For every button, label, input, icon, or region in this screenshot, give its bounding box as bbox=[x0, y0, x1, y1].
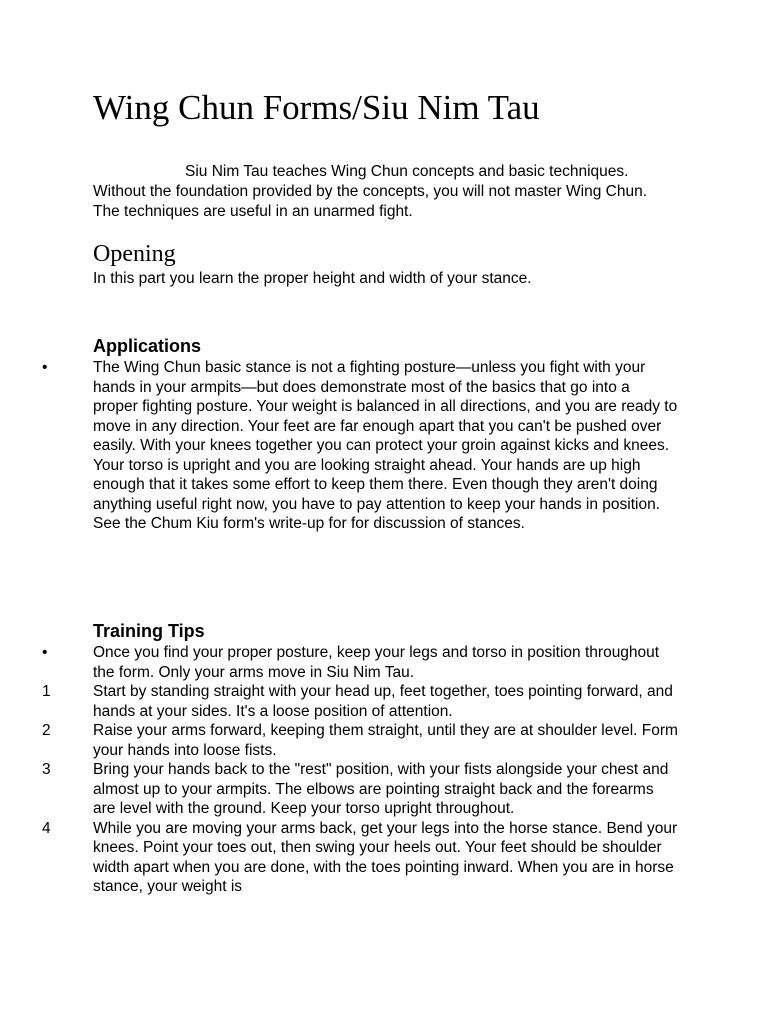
bullet-marker: • bbox=[42, 359, 48, 376]
list-item bbox=[0, 682, 678, 721]
list-item bbox=[0, 760, 678, 819]
list-item-text: Raise your arms forward, keeping them straight, until they are at shoulder level. Form your hands into loose fists. bbox=[93, 722, 678, 759]
step-number: 2 bbox=[42, 722, 51, 739]
list-item bbox=[0, 819, 678, 897]
applications-list bbox=[0, 358, 678, 534]
bullet-marker: • bbox=[42, 644, 48, 661]
list-item-text: The Wing Chun basic stance is not a fighting posture—unless you fight with your hands in your armpits—but does demonstrate most of the basics that go into a proper fighting posture. Your weight is balanced in all directions, and you are ready to move in any direction. Your feet are far enough apart that you can't be pushed over easily. With your knees together you can protect your groin against kicks and knees. Your torso is upright and you are looking straight ahead. Your hands are up high enough that it takes some effort to keep them there. Even though they aren't doing anything useful right now, you have to pay attention to keep your hands in position. See the Chum Kiu form's write-up for for discussion of stances. bbox=[93, 359, 678, 532]
list-item-text: Start by standing straight with your head up, feet together, toes pointing forward, and hands at your sides. It's a loose position of attention. bbox=[93, 683, 673, 720]
step-number: 4 bbox=[42, 819, 51, 837]
list-item bbox=[0, 643, 678, 682]
list-item bbox=[0, 358, 678, 534]
document-title: Wing Chun Forms/Siu Nim Tau bbox=[93, 88, 540, 127]
list-item-text: While you are moving your arms back, get your legs into the horse stance. Bend your knees. Point your toes out, then swing your heels out. Your feet should be shoulder width apart when you are done, with the toes pointing inward. When you are in horse stance, your weight is bbox=[93, 819, 678, 895]
training-tips-list bbox=[0, 643, 678, 897]
list-item bbox=[0, 721, 678, 760]
step-number: 1 bbox=[42, 683, 51, 700]
applications-heading: Applications bbox=[93, 336, 202, 356]
opening-heading: Opening bbox=[93, 241, 176, 267]
training-tips-heading: Training Tips bbox=[93, 621, 205, 641]
list-item-text: Bring your hands back to the "rest" position, with your fists alongside your chest and almost up to your armpits. The elbows are pointing straight back and the forearms are level with the ground. Keep your torso upright throughout. bbox=[93, 761, 669, 817]
list-item-text: Once you find your proper posture, keep your legs and torso in position throughout the form. Only your arms move in Siu Nim Tau. bbox=[93, 644, 660, 681]
step-number: 3 bbox=[42, 761, 51, 778]
intro-paragraph: Siu Nim Tau teaches Wing Chun concepts and basic techniques. Without the foundation provided by the concepts, you will not master Wing Chun. The techniques are useful in an unarmed fight. bbox=[93, 163, 647, 220]
opening-paragraph: In this part you learn the proper height and width of your stance. bbox=[93, 270, 532, 287]
